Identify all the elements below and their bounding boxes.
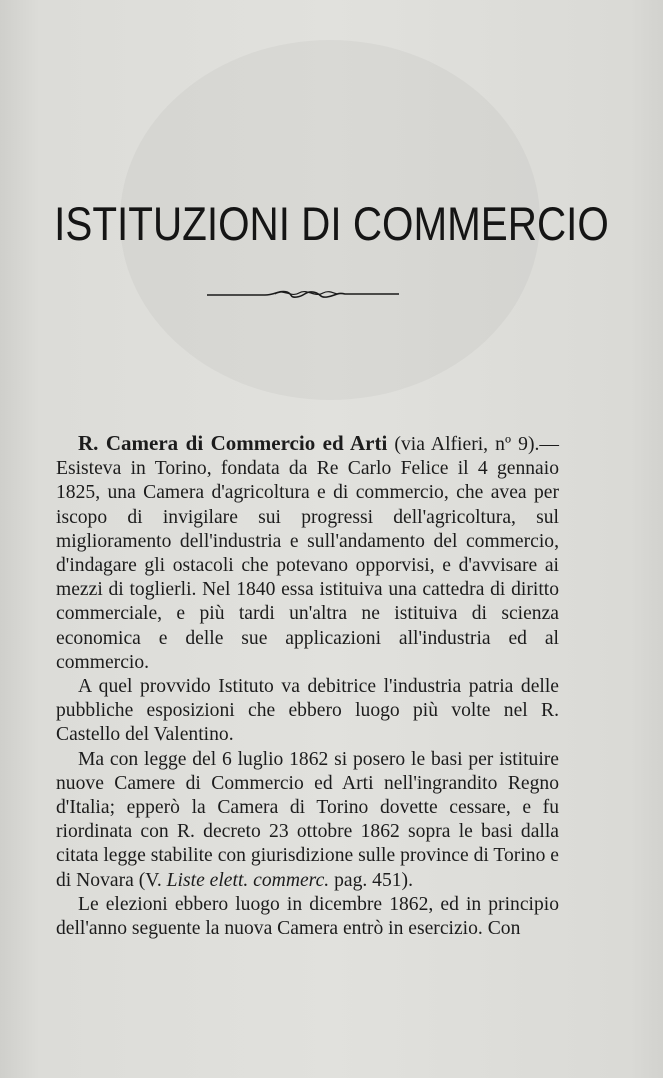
paragraph-1-text: (via Alfieri, nº 9).— Esisteva in Torino, fondata da Re Carlo Felice il 4 gennaio 1825, una Camera d'agricoltura e di commercio, che avea per iscopo di invigilare sui progressi dell'agricoltura, sul miglioramento dell'industria e sull'andamento del commercio, d'indagare gli ostacoli che potevano opporvisi, e d'avvisare ai mezzi di toglierli. Nel 1840 essa istituiva una cattedra di diritto commerciale, e più tardi un'altra ne istituiva di scienza economica e delle sue applicazioni all'industria ed al commercio. — [56, 434, 559, 673]
paragraph-3-tail: pag. 451). — [329, 869, 413, 891]
page-title: ISTITUZIONI DI COMMERCIO — [54, 197, 609, 250]
ornament-rule-icon — [205, 284, 401, 304]
paragraph-1 — [56, 431, 559, 675]
paragraph-3 — [56, 748, 559, 893]
article-heading: R. Camera di Commercio ed Arti — [78, 431, 388, 455]
reference-title: Liste elett. commerc. — [166, 869, 330, 891]
paragraph-3-text: Ma con legge del 6 luglio 1862 si posero le basi per istituire nuove Camere di Commercio ed Arti nell'ingrandito Regno d'Italia; epperò la Camera di Torino dovette cessare, e fu riordinata con R. decreto 23 ottobre 1862 sopra le basi dalla citata legge stabilite con giurisdizione sulle province di Torino e di Novara (V. — [56, 748, 559, 891]
paragraph-4: Le elezioni ebbero luogo in dicembre 1862, ed in principio dell'anno seguente la nuova Camera entrò in esercizio. Con — [56, 893, 559, 940]
article-body — [56, 431, 559, 941]
paragraph-2: A quel provvido Istituto va debitrice l'industria patria delle pubbliche esposizioni che ebbero luogo più volte nel R. Castello del Valentino. — [56, 676, 559, 746]
